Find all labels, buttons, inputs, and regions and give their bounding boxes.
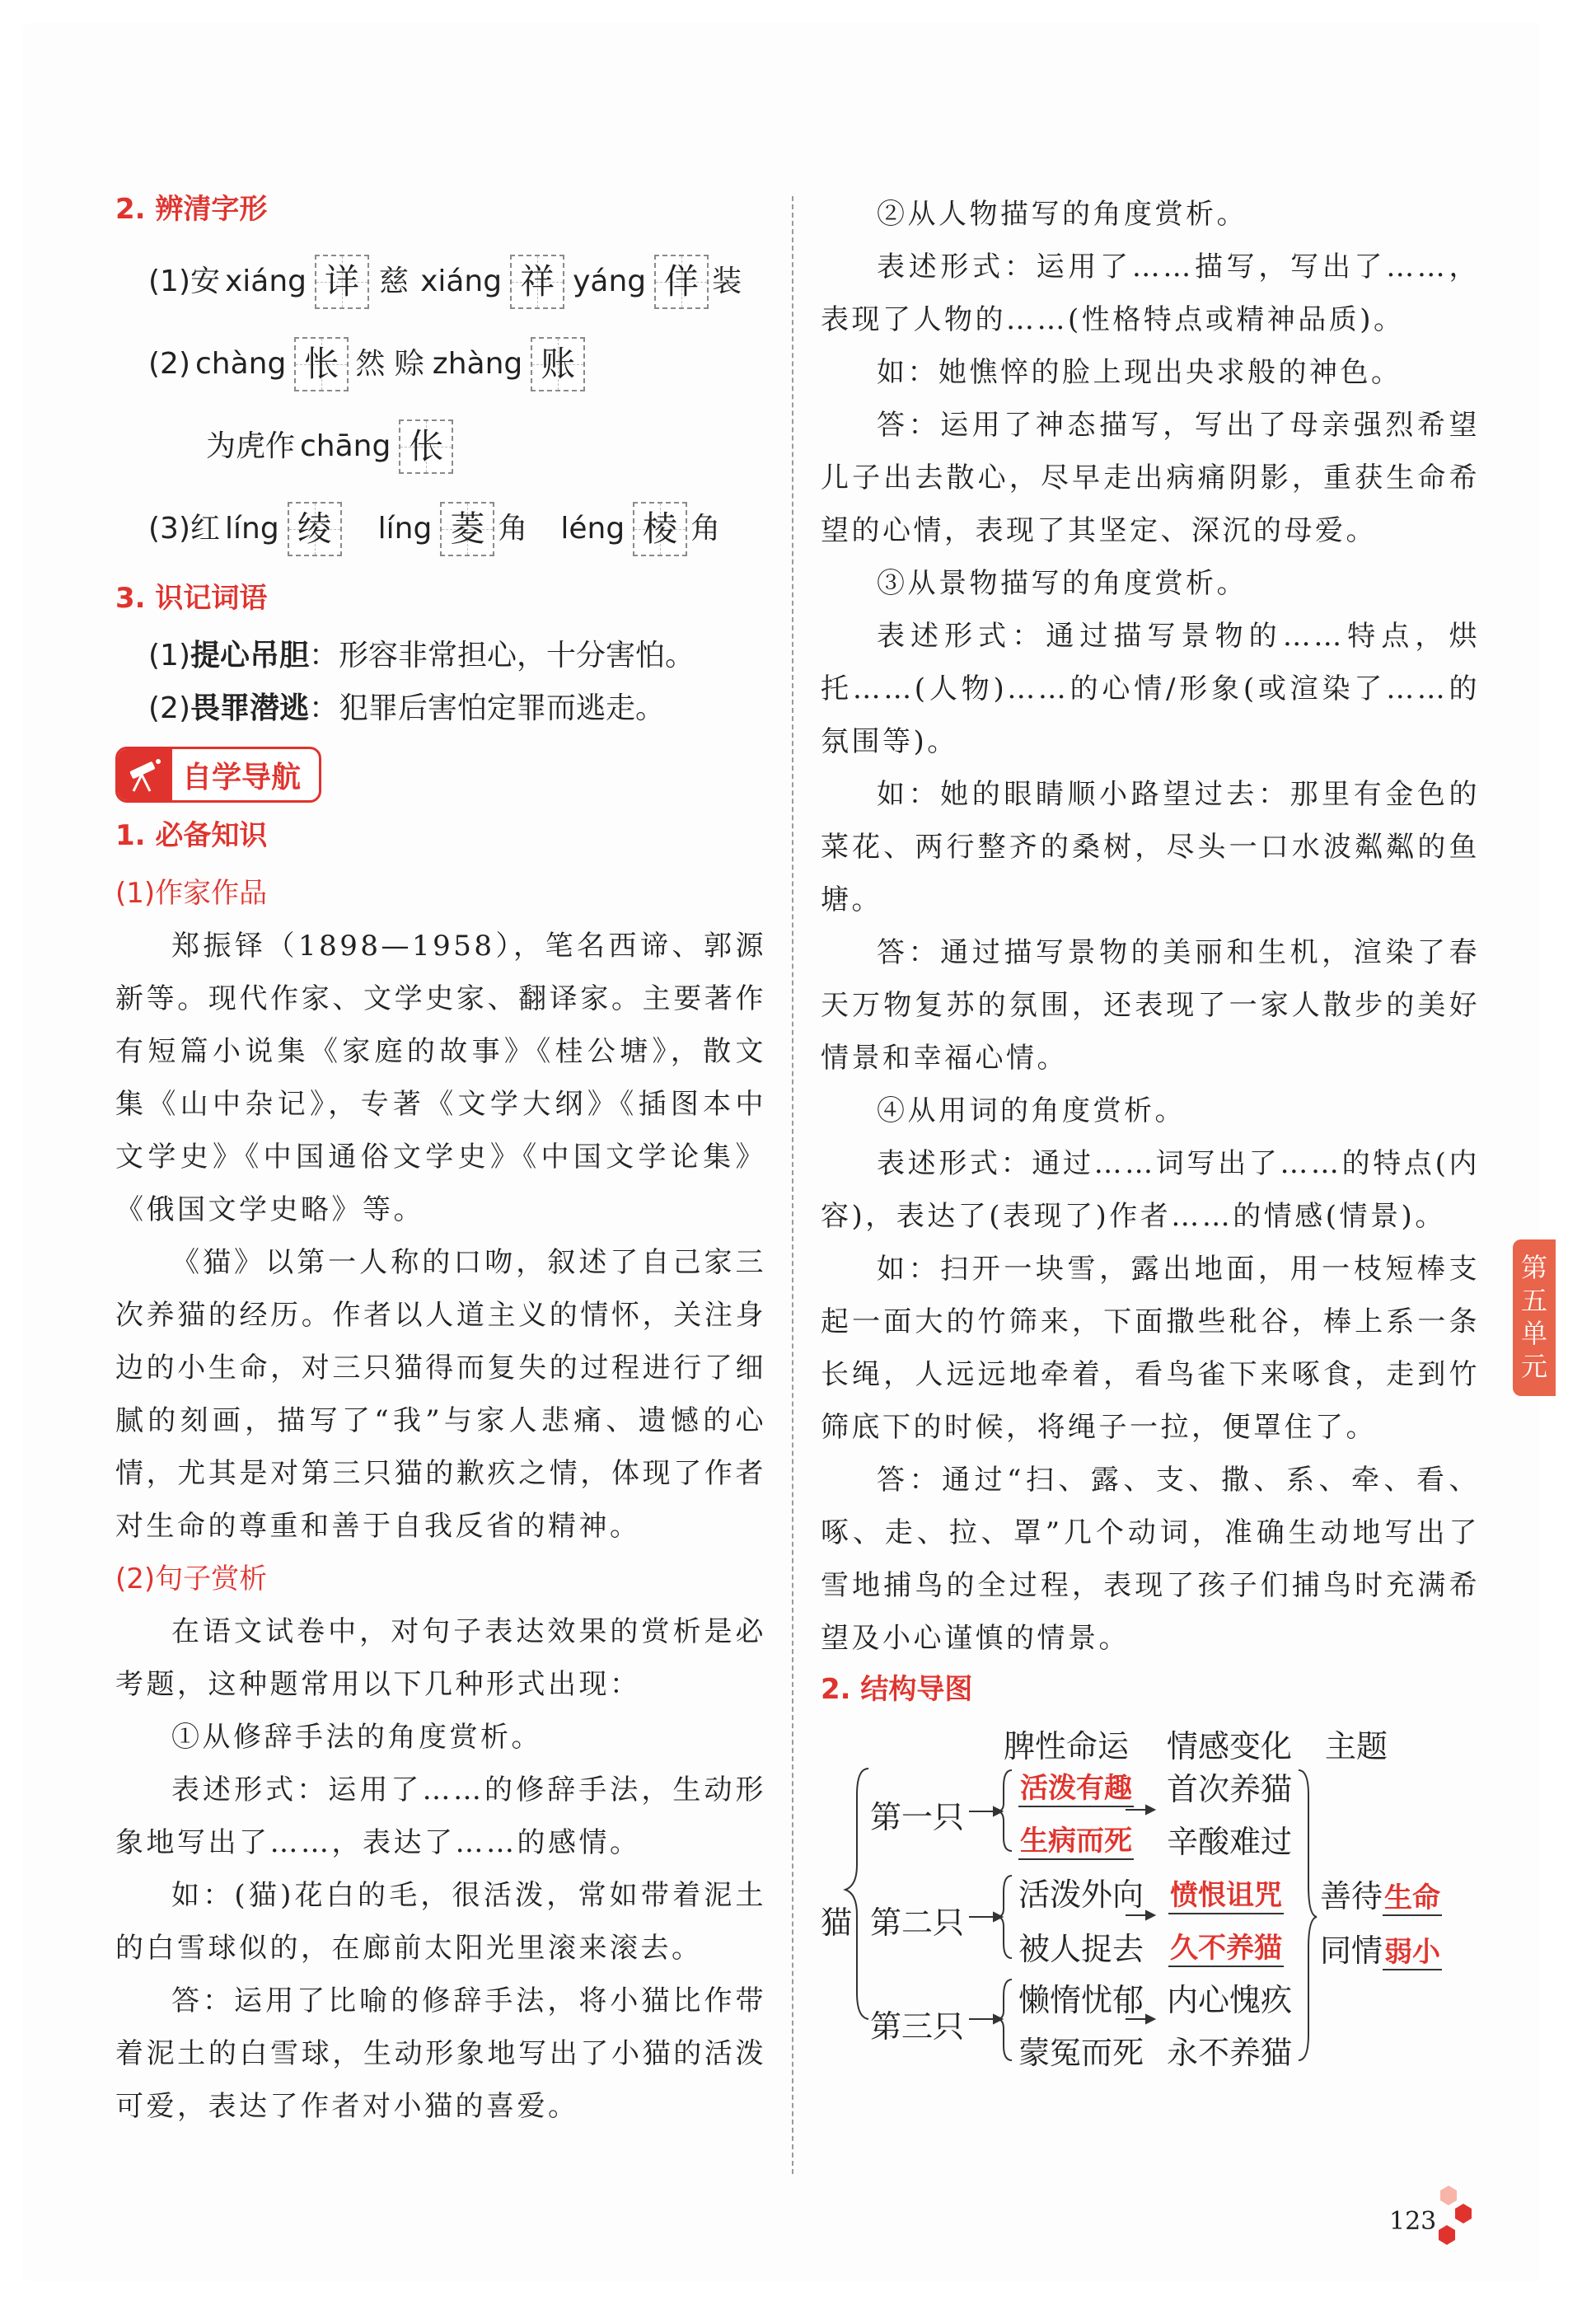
paragraph: 如：(猫)花白的毛，很活泼，常如带着泥土的白雪球似的，在廊前太阳光里滚来滚去。 — [115, 1879, 766, 1965]
paragraph: 答：通过“扫、露、支、撒、系、牵、看、啄、走、拉、罩”几个动词，准确生动地写出了雪地捕鸟的全过程，表现了孩子们捕鸟时充满希望及小心谨慎的情景。 — [821, 1464, 1480, 1655]
header-temper: 脾性命运 — [1004, 1728, 1130, 1764]
root-cat: 猫 — [821, 1905, 853, 1941]
text: 角 — [690, 512, 721, 546]
term-2: (2)畏罪潜逃：犯罪后害怕定罪而逃走。 — [148, 691, 666, 725]
theme-1: 善待生命 — [1320, 1878, 1441, 1914]
char-grid: 账 — [531, 337, 585, 391]
pinyin: líng — [225, 512, 279, 546]
paragraph: 如：扫开一块雪，露出地面，用一枝短棒支起一面大的竹筛来，下面撒些秕谷，棒上系一条长绳，人远远地牵着，看鸟雀下来啄食，走到竹筛底下的时候，将绳子一拉，便罩住了。 — [821, 1253, 1480, 1444]
row-label: (3)红 — [148, 512, 220, 546]
paragraph: ④从用词的角度赏析。 — [877, 1094, 1186, 1127]
section-title-terms: 3. 识记词语 — [115, 582, 268, 615]
subsection-author: (1)作家作品 — [115, 877, 268, 910]
emotion-text: 首次养猫 — [1167, 1771, 1293, 1807]
term-1: (1)提心吊胆：形容非常担心，十分害怕。 — [148, 639, 695, 672]
paragraph: 如：她的眼睛顺小路望过去：那里有金色的菜花、两行整齐的桑树，尽头一口水波粼粼的鱼塘。 — [821, 778, 1480, 916]
text: 装 — [712, 265, 742, 298]
paragraph: ③从景物描写的角度赏析。 — [877, 567, 1247, 600]
pinyin: léng — [560, 512, 625, 546]
paragraph: 表述形式：通过……词写出了……的特点(内容)，表达了(表现了)作者……的情感(情景)。 — [821, 1147, 1480, 1233]
text: 角 — [498, 512, 528, 546]
paragraph: 答：通过描写景物的美丽和生机，渲染了春天万物复苏的氛围，还表现了一家人散步的美好情景和幸福心情。 — [821, 936, 1480, 1075]
paragraph: 郑振铎（1898—1958），笔名西谛、郭源新等。现代作家、文学史家、翻译家。主要著作有短篇小说集《家庭的故事》《桂公塘》，散文集《山中杂记》，专著《文学大纲》《插图本中文学史》《中国通俗文学史》《中国文学论集》《俄国文学史略》等。 — [115, 930, 766, 1226]
glyph-row-2 — [115, 323, 766, 405]
answer-blank: 生病而死 — [1018, 1818, 1134, 1860]
glyph-row-3 — [115, 405, 766, 488]
structure-diagram — [821, 1721, 1480, 2083]
answer-blank: 久不养猫 — [1168, 1925, 1284, 1967]
temper-text: 被人捉去 — [1018, 1931, 1144, 1967]
badge-label: 自学导航 — [182, 760, 302, 794]
left-column — [115, 185, 766, 2133]
pinyin: xiáng — [225, 265, 307, 298]
char-grid: 绫 — [288, 502, 342, 556]
pinyin: yáng — [573, 265, 647, 298]
row-label: 为虎作 — [206, 429, 296, 463]
pinyin: chāng — [300, 429, 391, 463]
section-badge — [115, 747, 321, 803]
char-grid: 怅 — [294, 337, 349, 391]
term-key: 畏罪潜逃 — [190, 691, 310, 725]
answer-blank: 活泼有趣 — [1018, 1765, 1134, 1807]
paragraph: 《猫》以第一人称的口吻，叙述了自己家三次养猫的经历。作者以人道主义的情怀，关注身边的小生命，对三只猫得而复失的过程进行了细腻的刻画，描写了“我”与家人悲痛、遗憾的心情，尤其是对第三只猫的歉疚之情，体现了作者对生命的尊重和善于自我反省的精神。 — [115, 1246, 766, 1543]
pinyin: xiáng — [420, 265, 503, 298]
structure-title: 2. 结构导图 — [821, 1673, 973, 1706]
page-number: 123 — [1389, 2207, 1437, 2236]
paragraph: 在语文试卷中，对句子表达效果的赏析是必考题，这种题常用以下几种形式出现： — [115, 1615, 766, 1701]
glyph-row-4 — [115, 488, 766, 570]
page — [23, 23, 1547, 2281]
cat-3: 第三只 — [870, 2008, 965, 2045]
paragraph: 如：她憔悴的脸上现出央求般的神色。 — [877, 356, 1402, 389]
emotion-text: 永不养猫 — [1167, 2035, 1293, 2071]
temper-text: 懒惰忧郁 — [1018, 1982, 1144, 2018]
section-title-glyphs: 2. 辨清字形 — [115, 193, 268, 226]
paragraph: 答：运用了神态描写，写出了母亲强烈希望儿子出去散心，尽早走出病痛阴影，重获生命希望的心情，表现了其坚定、深沉的母爱。 — [821, 409, 1480, 547]
header-emotion: 情感变化 — [1167, 1728, 1293, 1764]
hexagon-decoration-icon — [1424, 2182, 1473, 2248]
pinyin: líng — [377, 512, 433, 546]
paragraph: ②从人物描写的角度赏析。 — [877, 198, 1247, 231]
char-grid: 棱 — [633, 502, 687, 556]
unit-side-tab: 第五单元 — [1513, 1239, 1556, 1396]
paragraph: 表述形式：运用了……描写，写出了……，表现了人物的……(性格特点或精神品质)。 — [821, 251, 1480, 336]
text: 慈 — [379, 265, 410, 298]
emotion-text: 内心愧疚 — [1167, 1982, 1293, 2018]
temper-text: 蒙冤而死 — [1018, 2035, 1144, 2071]
temper-text: 活泼外向 — [1018, 1877, 1144, 1913]
row-label: (1)安 — [148, 265, 220, 298]
right-column — [821, 188, 1480, 2083]
char-grid: 祥 — [510, 255, 564, 309]
char-grid: 伥 — [399, 419, 453, 474]
subsection-sentence: (2)句子赏析 — [115, 1563, 268, 1595]
row-label: (2) — [148, 347, 190, 381]
column-divider — [792, 196, 793, 2174]
char-grid: 详 — [315, 255, 369, 309]
answer-blank: 愤恨诅咒 — [1168, 1872, 1284, 1914]
term-key: 提心吊胆 — [190, 639, 310, 672]
cat-1: 第一只 — [870, 1799, 965, 1835]
paragraph: 答：运用了比喻的修辞手法，将小猫比作带着泥土的白雪球，生动形象地写出了小猫的活泼可爱，表达了作者对小猫的喜爱。 — [115, 1984, 766, 2123]
header-theme: 主题 — [1325, 1728, 1388, 1764]
theme-2: 同情弱小 — [1320, 1933, 1441, 1969]
pinyin: chàng — [195, 347, 287, 381]
paragraph: 表述形式：通过描写景物的……特点，烘托……(人物)……的心情/形象(或渲染了……的氛围等)。 — [821, 620, 1480, 758]
telescope-icon — [118, 749, 172, 800]
text: 然 赊 — [355, 347, 424, 381]
cat-2: 第二只 — [870, 1905, 965, 1941]
paragraph: 表述形式：运用了……的修辞手法，生动形象地写出了……，表达了……的感情。 — [115, 1773, 766, 1859]
knowledge-title: 1. 必备知识 — [115, 819, 268, 852]
glyph-row-1 — [115, 241, 766, 323]
pinyin: zhàng — [432, 347, 523, 381]
emotion-text: 辛酸难过 — [1167, 1824, 1293, 1860]
char-grid: 佯 — [654, 255, 709, 309]
paragraph: ①从修辞手法的角度赏析。 — [171, 1721, 542, 1754]
char-grid: 菱 — [440, 502, 494, 556]
